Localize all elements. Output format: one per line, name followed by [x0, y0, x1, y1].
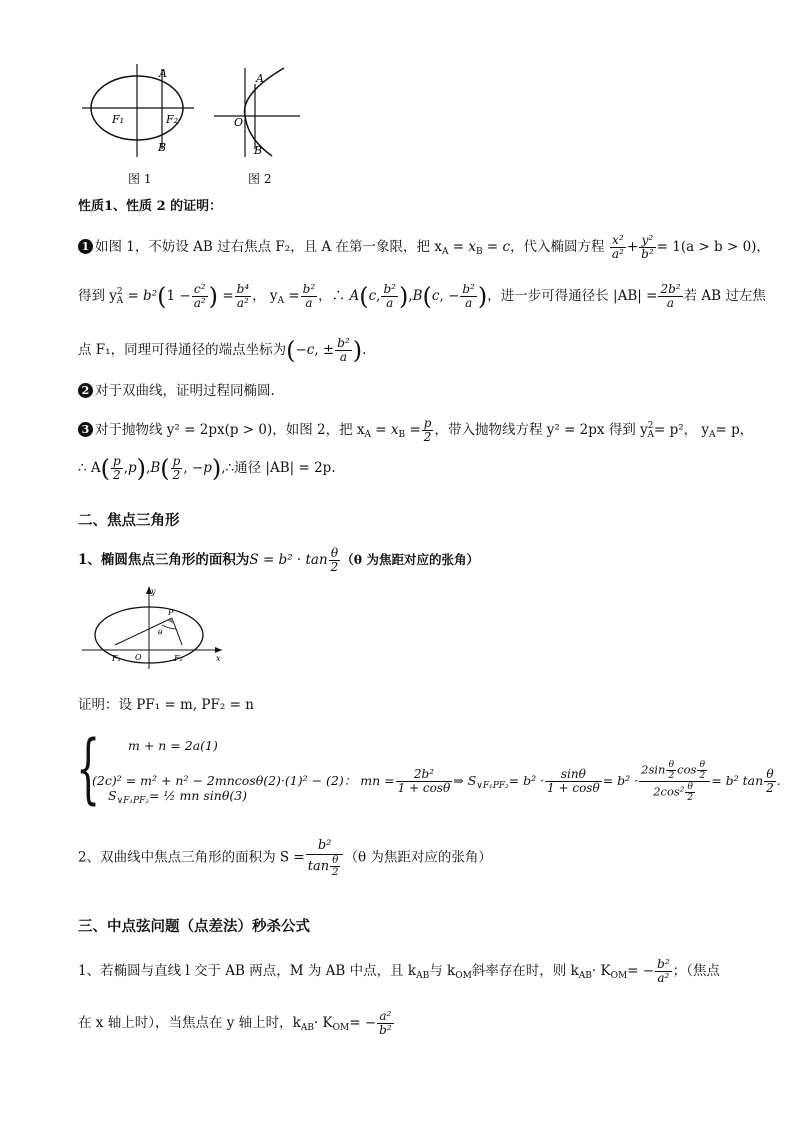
step1-line1: 1 如图 1，不妨设 AB 过右焦点 F₂，且 A 在第一象限，把 $x_A = x_B = c$，代入椭圆方程 $\frac{\text{x²}}{\text{a²}}$ + $\frac{\text{y²}}{\text{b²}}$ = 1(a > b > 0)，	[78, 234, 770, 262]
step2-marker: 2	[78, 383, 93, 398]
step3-marker: 3	[78, 422, 93, 437]
fig3-label-f1: F₁	[112, 654, 121, 663]
s3-item1-line2: 在 x 轴上时），当焦点在 y 轴上时，$k_{AB}\cdot K_{OM}=$ − $\frac{\text{a²}}{\text{b²}}$	[78, 1009, 392, 1037]
step2-line: 2 对于双曲线，证明过程同椭圆.	[78, 381, 275, 401]
fig3-label-x: x	[216, 654, 221, 663]
step3-line1: 3 对于抛物线 y² = 2px(p > 0)，如图 2，把 $x_A = x_B$ = $\frac{p}{2}$ ，带入抛物线方程 y² = 2px 得到 $y^2_A= p^2$， $y_A= p$，	[78, 416, 753, 445]
figure-2-caption: 图 2	[248, 172, 272, 186]
fig2-label-b: B	[254, 144, 263, 157]
system-brace: {	[76, 723, 101, 812]
system-row3: $S_{\vee F_1PF_2}=$ ½ mn sinθ(3)	[108, 788, 248, 806]
s2-item2: 2、双曲线中焦点三角形的面积为 S = b² tan $\frac{\theta}{2}$ （θ 为焦距对应的张角）	[78, 838, 492, 878]
fig3-label-y: y	[151, 587, 156, 596]
fig3-label-p: P	[168, 608, 174, 617]
step1-marker: 1	[78, 239, 93, 254]
figure-3-focal-triangle	[82, 585, 227, 670]
step1-line3: 点 F₁，同理可得通径的端点坐标为(−c, ± $\frac{\text{b²}}{a}$ ).	[78, 336, 367, 365]
s2-item1: 1、椭圆焦点三角形的面积为S = b² · tan $\frac{\theta}{2}$ （θ 为焦距对应的张角）	[78, 546, 479, 574]
system-row2: (2c)² = m² + n² − 2mncosθ(2)·(1)² − (2)： mn = $\frac{\text{2b²}}{1 + \cos\theta}$ ⇒ $S_{\vee F_1PF_2}= b^2$ · $\frac{\sin\theta}{1 + \cos\theta}$ = b² · 2sin $\frac{\theta}{2}$ cos $\frac{\theta}{2}$ 2cos² $\frac{\theta}{2}$ = b² tan $\frac{\theta}{2}$ .	[92, 760, 781, 803]
section3-title: 三、中点弦问题（点差法）秒杀公式	[78, 918, 310, 935]
fig1-label-b: B	[158, 141, 167, 154]
fig1-label-a: A	[159, 67, 167, 80]
fig3-label-f2: F₂	[174, 654, 183, 663]
figure-1-caption: 图 1	[128, 172, 152, 186]
proof-title: 性质1、性质 2 的证明：	[78, 199, 223, 214]
section2-title: 二、焦点三角形	[78, 512, 180, 529]
s3-item1-line1: 1、若椭圆与直线 l 交于 AB 两点，M 为 AB 中点，且 $k_{AB}$与 $k_{OM}$斜率存在时，则 $k_{AB}\cdot K_{OM}=$ − $\frac{\text{b²}}{\text{a²}}$ ；（焦点	[78, 957, 720, 985]
fig2-label-a: A	[256, 72, 264, 85]
step1-line2: 得到 $y^2_A = b^2(1$ − $\frac{\text{c²}}{\text{a²}}$ ) = $\frac{\text{b⁴}}{\text{a²}}$ ， $y_A$ = $\frac{\text{b²}}{a}$ ，∴ A(c, $\frac{\text{b²}}{a}$ ),B(c, − $\frac{\text{b²}}{a}$ )，进一步可得通径长 |AB| = $\frac{\text{2b²}}{a}$ 若 AB 过左焦	[78, 282, 766, 311]
s2-proof-line: 证明：设 PF₁ = m, PF₂ = n	[78, 697, 254, 713]
figure-1-ellipse	[82, 62, 202, 162]
step3-line2: ∴ A( $\frac{p}{2}$ ,p),B( $\frac{p}{2}$ , −p),∴通径 |AB| = 2p.	[78, 454, 336, 483]
fig3-label-o: O	[135, 653, 142, 662]
system-row1: m + n = 2a(1)	[128, 738, 218, 753]
figure-2-parabola	[212, 64, 302, 159]
fig1-label-f2: F₂	[166, 113, 179, 126]
fig2-label-o: O	[234, 116, 244, 129]
fig3-label-theta: θ	[158, 629, 163, 637]
fig1-label-f1: F₁	[112, 113, 125, 126]
